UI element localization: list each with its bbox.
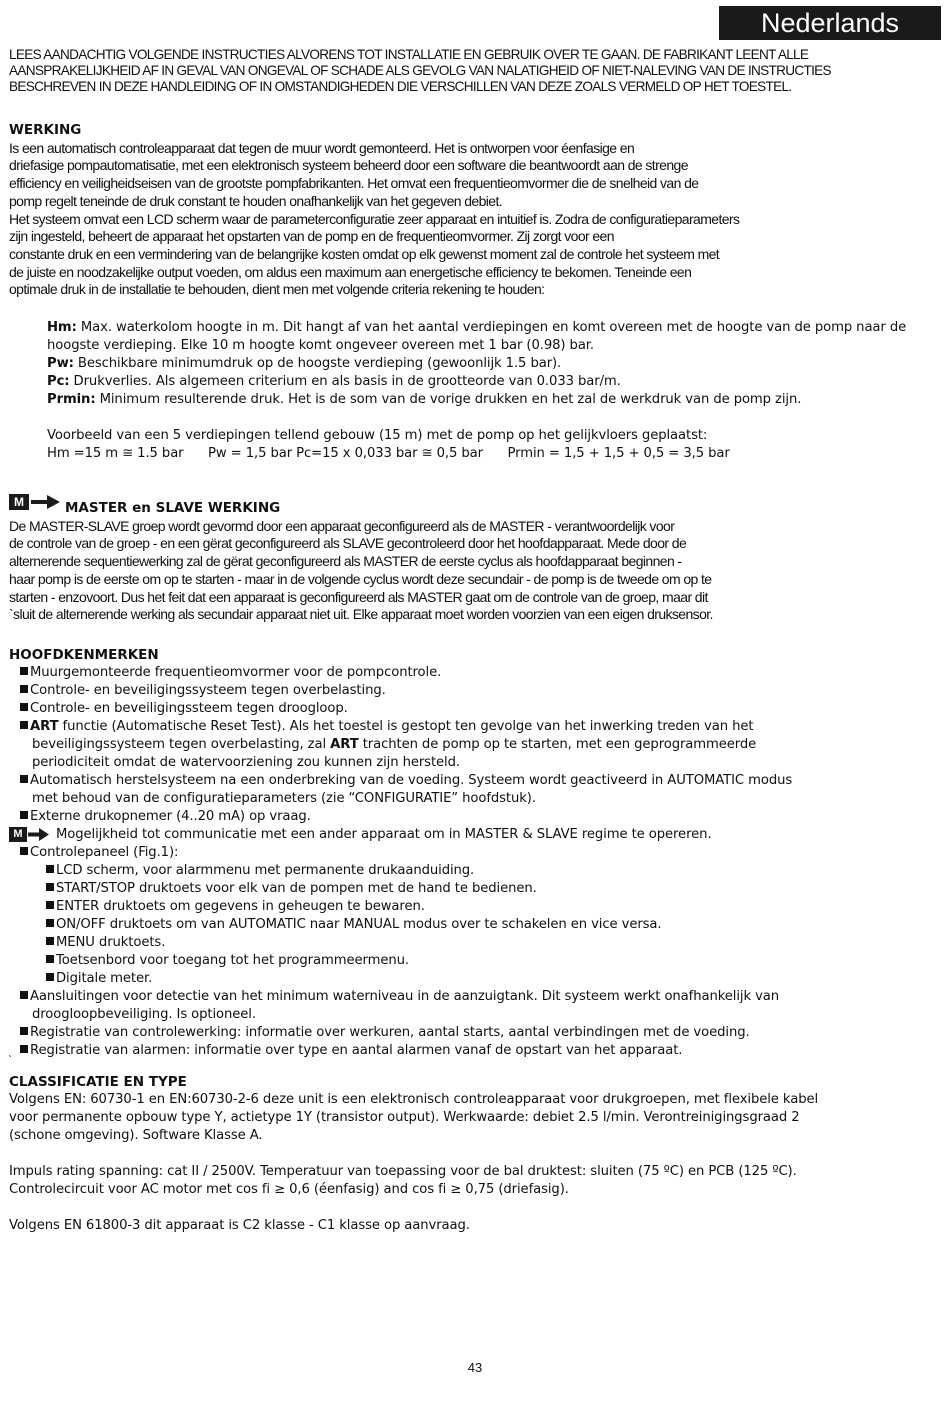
sub-list-item: Digitale meter. [20,970,945,988]
paragraph-line: de juiste en noodzakelijke output voeden, om aldus een maximum aan energetische efficiency te bekomen. Teneinde een [9,263,692,280]
paragraph-line: (schone omgeving). Software Klasse A. [9,1128,263,1143]
werking-title: WERKING [9,122,82,138]
list-item: Externe drukopnemer (4..20 mA) op vraag. [20,808,945,826]
paragraph-line: Volgens EN: 60730-1 en EN:60730-2-6 deze unit is een elektronisch controleapparaat voor drukgroepen, met flexibele kabel [9,1092,819,1107]
example [47,427,947,463]
definition-pw: Pw: Beschikbare minimumdruk op de hoogste verdieping (gewoonlijk 1.5 bar). [47,356,562,371]
paragraph-line: alternerende sequentiewerking zal de gërat geconfigureerd als MASTER de eerste cyclus als hoofdapparaat beginnen - [9,553,682,570]
bullet-square-icon [20,721,28,729]
list-item-master-slave: Mogelijkheid tot communicatie met een ander apparaat om in MASTER & SLAVE regime te opereren. [56,827,712,842]
bullet-square-icon [20,847,28,855]
bullet-square-icon [20,1045,28,1053]
bullet-square-icon [20,667,28,675]
list-item-cont: beveiligingssysteem tegen overbelasting, zal ART trachten de pomp op te starten, met een geprogrammeerde [32,737,757,752]
pressure-definitions [47,319,947,409]
bullet-square-icon [20,811,28,819]
features-list [20,664,945,1060]
master-badge-small: M [9,827,27,842]
classification-section [9,1073,944,1235]
list-item: Controlepaneel (Fig.1): [20,844,945,862]
paragraph-line: efficiency en veiligheidseisen van de grootste pompfabrikanten. Het omvat een frequentieomvormer die de snelheid van de [9,175,699,192]
bullet-square-icon [20,775,28,783]
bullet-square-icon [20,703,28,711]
paragraph-line: Controlecircuit voor AC motor met cos fi ≥ 0,6 (éenfasig) and cos fi ≥ 0,75 (driefasig). [9,1182,569,1197]
list-item: Controle- en beveiligingssteem tegen droogloop. [20,700,945,718]
list-item: Muurgemonteerde frequentieomvormer voor de pompcontrole. [20,664,945,682]
example-intro: Voorbeeld van een 5 verdiepingen tellend gebouw (15 m) met de pomp op het gelijkvloers geplaatst: [47,428,708,443]
sub-list-item: START/STOP druktoets voor elk van de pompen met de hand te bedienen. [20,880,945,898]
master-slave-section [9,500,944,624]
bullet-square-icon [46,883,54,891]
list-item: Registratie van alarmen: informatie over type en aantal alarmen vanaf de opstart van het apparaat. [20,1042,945,1060]
paragraph-line: Impuls rating spanning: cat II / 2500V. Temperatuur van toepassing voor de bal druktest: sluiten (75 ºC) en PCB (125 ºC). [9,1164,797,1179]
paragraph-line: starten - enzovoort. Dus het feit dat een apparaat is geconfigureerd als MASTER gaat om de controle van de groep, maar dit [9,588,708,605]
page-number: 43 [467,1360,483,1375]
sub-list-item: ON/OFF druktoets om van AUTOMATIC naar MANUAL modus over te schakelen en vice versa. [20,916,945,934]
master-badge: M [9,494,29,510]
paragraph-line: Volgens EN 61800-3 dit apparaat is C2 klasse - C1 klasse op aanvraag. [9,1218,470,1233]
definition-pc: Pc: Drukverlies. Als algemeen criterium en als basis in de grootteorde van 0.033 bar/m. [47,374,621,389]
werking-section [9,122,944,299]
intro-line: AANSPRAKELIJKHEID AF IN GEVAL VAN ONGEVAL OF SCHADE ALS GEVOLG VAN NALATIGHEID OF NIET-NALEVING VAN DE INSTRUCTIES [9,63,831,78]
list-item: Registratie van controlewerking: informatie over werkuren, aantal starts, aantal verbindingen met de voeding. [20,1024,945,1042]
sub-list-item: Toetsenbord voor toegang tot het programmeermenu. [20,952,945,970]
intro-line: LEES AANDACHTIG VOLGENDE INSTRUCTIES ALVORENS TOT INSTALLATIE EN GEBRUIK OVER TE GAAN. DE FABRIKANT LEENT ALLE [9,47,809,62]
paragraph-line: pomp regelt teneinde de druk constant te houden onafhankelijk van het gegeven debiet. [9,192,503,209]
definition-hm-cont: hoogste verdieping. Elke 10 m hoogte komt ongeveer overeen met 1 bar (0.98) bar. [47,338,595,353]
master-slave-title: MASTER en SLAVE WERKING [65,500,281,516]
bullet-square-icon [20,1027,28,1035]
features-title: HOOFDKENMERKEN [9,647,159,663]
paragraph-line: Het systeem omvat een LCD scherm waar de parameterconfiguratie zeer apparaat en intuitief is. Zodra de configuratieparameters [9,210,740,227]
list-item: Controle- en beveiligingssysteem tegen overbelasting. [20,682,945,700]
example-formula: Hm =15 m ≅ 1.5 bar Pw = 1,5 bar Pc=15 x 0,033 bar ≅ 0,5 bar Prmin = 1,5 + 1,5 + 0,5 = 3,5 bar [47,446,730,461]
bullet-square-icon [46,973,54,981]
bullet-square-icon [46,901,54,909]
bullet-square-icon [20,685,28,693]
bullet-square-icon [46,865,54,873]
bullet-square-icon [46,919,54,927]
sub-list-item: LCD scherm, voor alarmmenu met permanente drukaanduiding. [20,862,945,880]
list-item: ART functie (Automatische Reset Test). Als het toestel is gestopt ten gevolge van het inwerking treden van het [20,718,945,736]
list-item-cont: met behoud van de configuratieparameters (zie “CONFIGURATIE” hoofdstuk). [32,791,536,806]
intro-warning [9,47,944,95]
paragraph-line: De MASTER-SLAVE groep wordt gevormd door een apparaat geconfigureerd als de MASTER - verantwoordelijk voor [9,517,675,534]
paragraph-line: `sluit de alternerende werking als secundair apparaat niet uit. Elke apparaat moet worden voorzien van een eigen druksensor. [9,606,713,623]
paragraph-line: driefasige pompautomatisatie, met een elektronisch systeem beheerd door een software die beantwoordt aan de strenge [9,157,688,174]
list-item-cont: droogloopbeveiliging. Is optioneel. [32,1007,256,1022]
sub-list-item: MENU druktoets. [20,934,945,952]
list-item-cont: periodiciteit omdat de watervoorziening zou kunnen zijn hersteld. [32,755,460,770]
stray-mark: ` [8,1055,13,1066]
bullet-square-icon [20,991,28,999]
paragraph-line: de controle van de groep - en een gërat geconfigureerd als SLAVE gecontroleerd door het hoofdapparaat. Mede door de [9,535,687,552]
list-item: Aansluitingen voor detectie van het minimum waterniveau in de aanzuigtank. Dit systeem werkt onafhankelijk van [20,988,945,1006]
bullet-square-icon [46,955,54,963]
paragraph-line: constante druk en een vermindering van de belangrijke kosten omdat op elk gewenst moment zal de controle het systeem met [9,245,720,262]
paragraph-line: voor permanente opbouw type Y, actietype 1Y (transistor output). Werkwaarde: debiet 2.5 l/min. Verontreinigingsgraad 2 [9,1110,800,1125]
bullet-square-icon [46,937,54,945]
paragraph-line: haar pomp is de eerste om op te starten - maar in de volgende cyclus wordt deze secundair - de pomp is de tweede om op te [9,570,712,587]
paragraph-line: optimale druk in de installatie te behouden, dient men met volgende criteria rekening te houden: [9,281,545,298]
paragraph-line: zijn ingesteld, beheert de apparaat het opstarten van de pomp en de frequentieomvormer. Zij zorgt voor een [9,228,614,245]
definition-hm: Hm: Max. waterkolom hoogte in m. Dit hangt af van het aantal verdiepingen en komt overeen met de hoogte van de pomp naar de [47,320,907,335]
sub-list-item: ENTER druktoets om gegevens in geheugen te bewaren. [20,898,945,916]
definition-prmin: Prmin: Minimum resulterende druk. Het is de som van de vorige drukken en het zal de werkdruk van de pomp zijn. [47,392,802,407]
language-tab: Nederlands [719,6,941,40]
paragraph-line: Is een automatisch controleapparaat dat tegen de muur wordt gemonteerd. Het is ontworpen voor éenfasige en [9,139,635,156]
list-item: Automatisch herstelsysteem na een onderbreking van de voeding. Systeem wordt geactiveerd in AUTOMATIC modus [20,772,945,790]
intro-line: BESCHREVEN IN DEZE HANDLEIDING OF IN OMSTANDIGHEDEN DIE VERSCHILLEN VAN DEZE ZOALS VERMELD OP HET TOESTEL. [9,79,792,94]
classification-title: CLASSIFICATIE EN TYPE [9,1074,187,1090]
